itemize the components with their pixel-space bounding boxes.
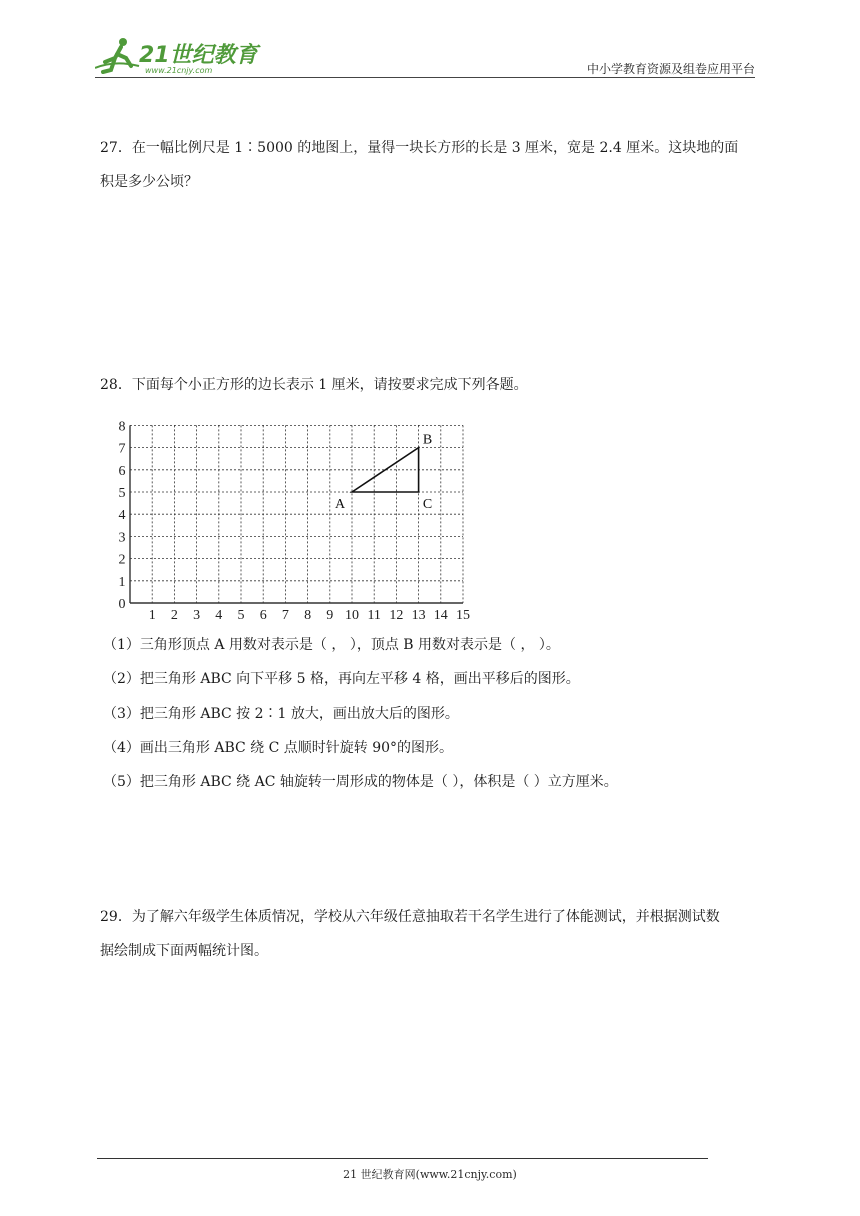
y-tick-label: 4 bbox=[118, 508, 126, 524]
question-28-sub5: （5）把三角形 ABC 绕 AC 轴旋转一周形成的物体是（ ），体积是（ ）立方厘米。 bbox=[103, 774, 618, 790]
runner-icon bbox=[95, 38, 139, 72]
header-platform-text: 中小学教育资源及组卷应用平台 bbox=[586, 62, 755, 76]
x-tick-label: 9 bbox=[326, 608, 334, 623]
x-tick-label: 6 bbox=[259, 608, 267, 623]
vertex-label-b: B bbox=[422, 432, 433, 448]
x-tick-label: 7 bbox=[281, 608, 289, 623]
question-29-line2: 据绘制成下面两幅统计图。 bbox=[100, 943, 268, 959]
x-tick-label: 8 bbox=[304, 608, 312, 623]
x-tick-label: 10 bbox=[345, 608, 359, 623]
question-27-line1: 27．在一幅比例尺是 1∶5000 的地图上，量得一块长方形的长是 3 厘米，宽是 2.4 厘米。这块地的面 bbox=[100, 140, 739, 156]
logo bbox=[95, 36, 265, 76]
question-28-sub1: （1）三角形顶点 A 用数对表示是（ ， ），顶点 B 用数对表示是（ ， ）。 bbox=[103, 637, 560, 653]
x-tick-label: 15 bbox=[456, 608, 470, 623]
coordinate-grid bbox=[110, 418, 480, 628]
y-tick-label: 1 bbox=[118, 574, 126, 590]
x-tick-label: 11 bbox=[367, 608, 381, 623]
x-tick-label: 5 bbox=[237, 608, 245, 623]
question-27-line2: 积是多少公顷？ bbox=[100, 174, 198, 190]
question-27 bbox=[100, 131, 765, 199]
question-29 bbox=[100, 900, 765, 968]
y-tick-label: 5 bbox=[118, 486, 126, 501]
footer-divider bbox=[97, 1158, 708, 1159]
triangle-abc bbox=[352, 448, 419, 492]
x-tick-label: 3 bbox=[193, 608, 201, 623]
y-tick-label: 7 bbox=[118, 441, 126, 457]
footer-text: 21 世纪教育网(www.21cnjy.com) bbox=[343, 1168, 517, 1181]
question-28-sub2: （2）把三角形 ABC 向下平移 5 格，再向左平移 4 格，画出平移后的图形。 bbox=[103, 671, 580, 687]
y-tick-label: 2 bbox=[118, 552, 126, 568]
y-tick-label: 3 bbox=[118, 530, 126, 546]
question-28-sub4: （4）画出三角形 ABC 绕 C 点顺时针旋转 90°的图形。 bbox=[103, 740, 454, 756]
question-28-sub3: （3）把三角形 ABC 按 2∶1 放大，画出放大后的图形。 bbox=[103, 706, 459, 722]
x-tick-label: 4 bbox=[215, 608, 223, 623]
logo-text: 21世纪教育 bbox=[139, 43, 258, 68]
y-tick-label: 8 bbox=[118, 419, 126, 435]
grid-svg bbox=[110, 418, 480, 628]
question-29-line1: 29．为了解六年级学生体质情况，学校从六年级任意抽取若干名学生进行了体能测试，并根据测试数 bbox=[100, 909, 720, 925]
page-header bbox=[95, 30, 755, 80]
vertex-label-a: A bbox=[334, 497, 346, 512]
x-tick-label: 1 bbox=[148, 608, 156, 623]
logo-url: www.21cnjy.com bbox=[145, 66, 213, 75]
x-tick-label: 12 bbox=[389, 608, 404, 623]
question-28-stem: 28．下面每个小正方形的边长表示 1 厘米，请按要求完成下列各题。 bbox=[100, 377, 528, 393]
header-divider bbox=[95, 77, 755, 78]
x-tick-label: 14 bbox=[433, 608, 448, 623]
y-tick-label: 0 bbox=[118, 597, 126, 612]
x-tick-label: 13 bbox=[411, 608, 426, 623]
y-tick-label: 6 bbox=[118, 463, 126, 479]
vertex-label-c: C bbox=[422, 497, 433, 512]
x-tick-label: 2 bbox=[170, 608, 178, 623]
